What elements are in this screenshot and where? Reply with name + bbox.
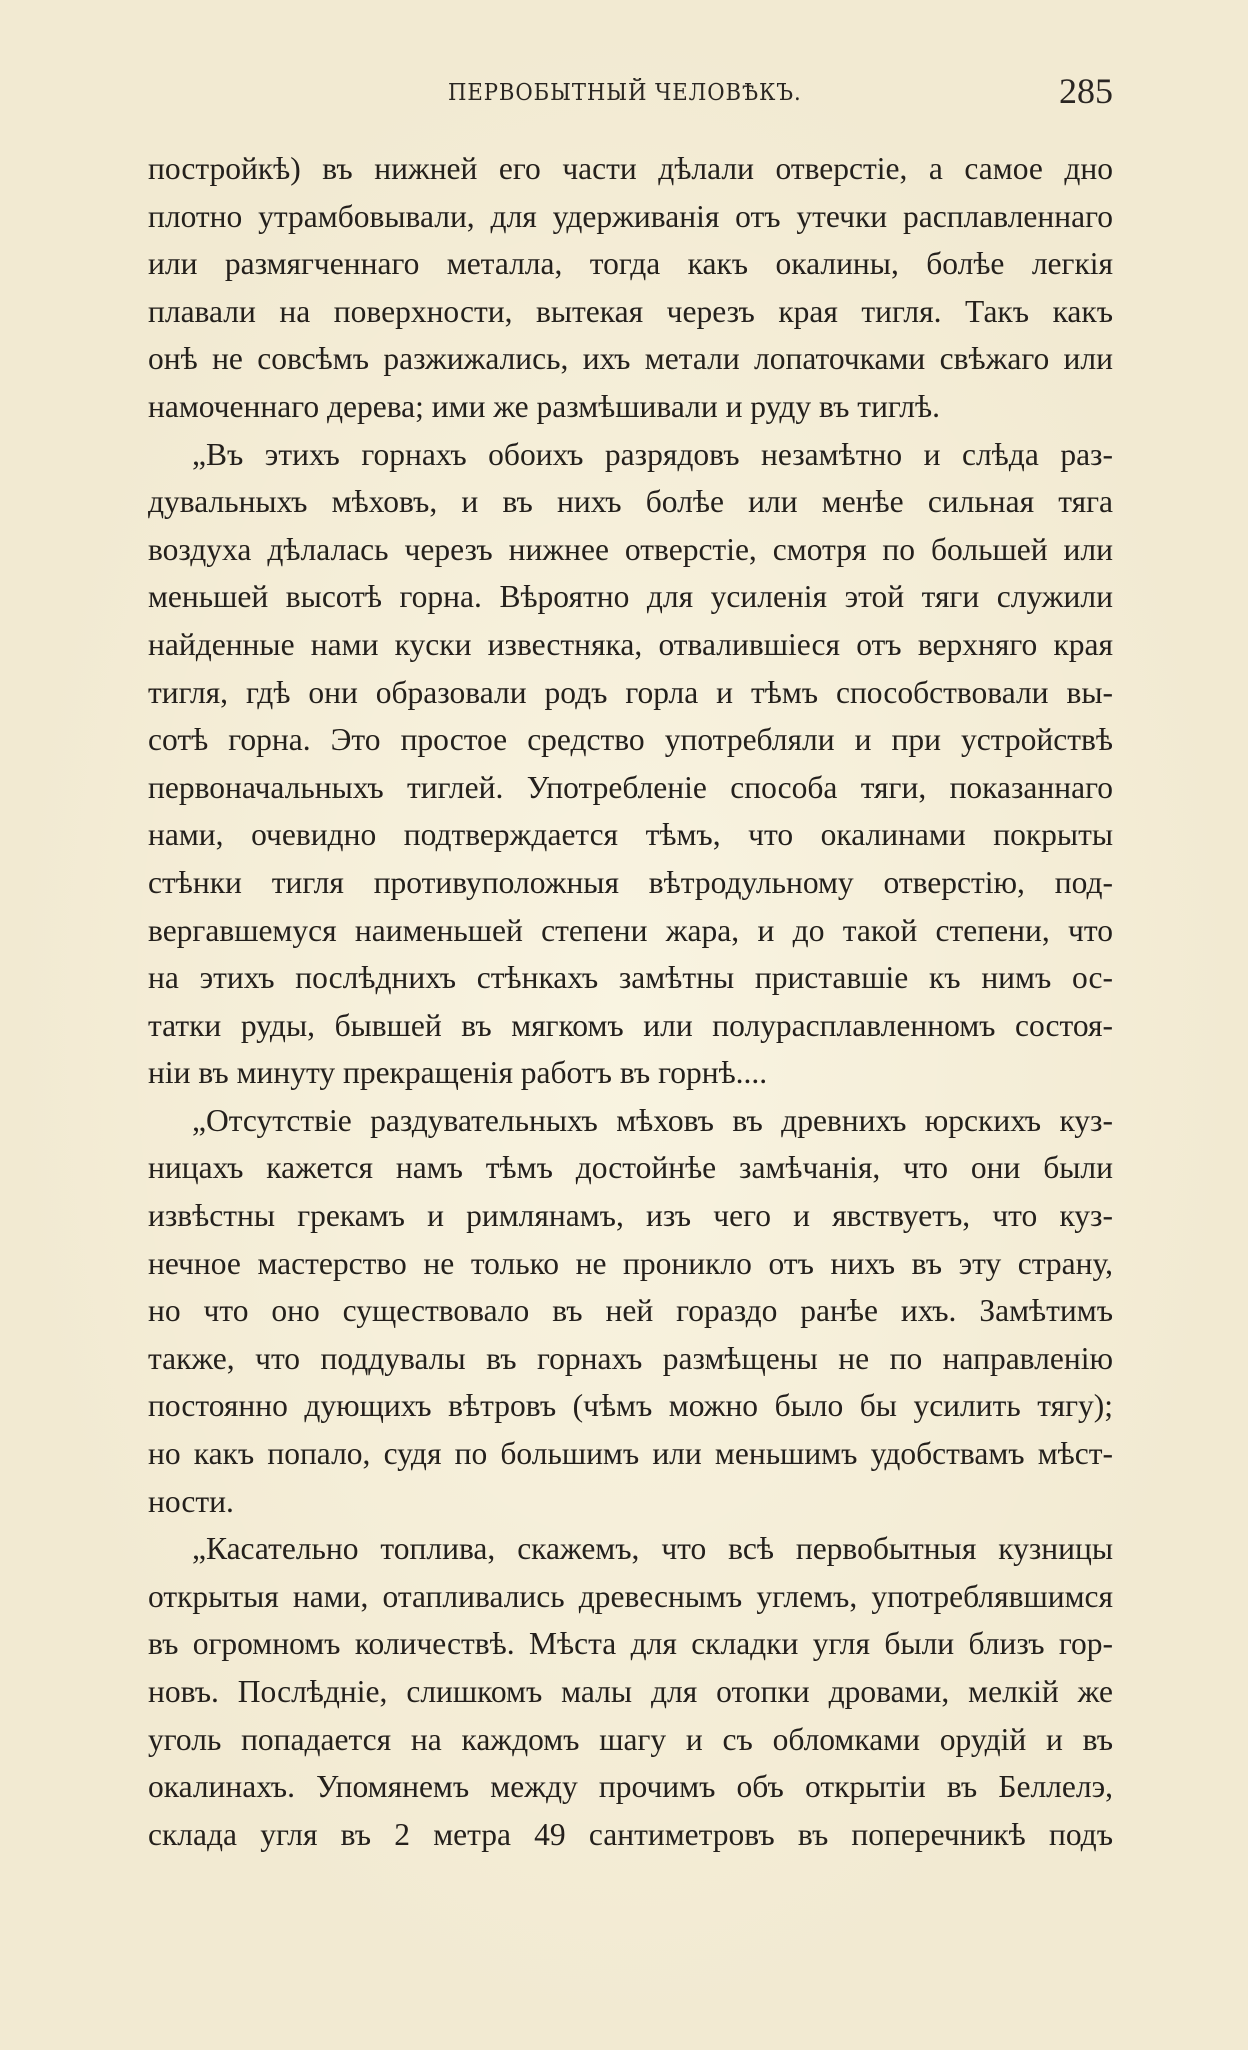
- text-line: „Въ этихъ горнахъ обоихъ разрядовъ незамѣтно и слѣда раз-: [192, 436, 1113, 472]
- text-line: дувальныхъ мѣховъ, и въ нихъ болѣе или менѣе сильная тяга: [148, 484, 1113, 520]
- text-line: ности.: [148, 1483, 234, 1519]
- text-line: плавали на поверхности, вытекая черезъ края тигля. Такъ какъ: [148, 293, 1113, 329]
- text-line: вергавшемуся наименьшей степени жара, и до такой степени, что: [148, 912, 1113, 948]
- text-line: меньшей высотѣ горна. Вѣроятно для усиленія этой тяги служили: [148, 579, 1113, 615]
- text-line: открытыя нами, отапливались древеснымъ углемъ, употреблявшимся: [148, 1578, 1113, 1614]
- text-line: сотѣ горна. Это простое средство употребляли и при устройствѣ: [148, 722, 1113, 758]
- text-line: нечное мастерство не только не проникло отъ нихъ въ эту страну,: [148, 1245, 1113, 1281]
- text-line: или размягченнаго металла, тогда какъ окалины, болѣе легкія: [148, 246, 1113, 282]
- text-line: въ огромномъ количествѣ. Мѣста для складки угля были близъ гор-: [148, 1626, 1113, 1662]
- text-line: ницахъ кажется намъ тѣмъ достойнѣе замѣчанія, что они были: [148, 1150, 1113, 1186]
- running-title: ПЕРВОБЫТНЫЙ ЧЕЛОВѢКЪ.: [448, 80, 802, 106]
- text-line: но что оно существовало въ ней гораздо ранѣе ихъ. Замѣтимъ: [148, 1293, 1113, 1329]
- text-line: ніи въ минуту прекращенія работъ въ горнѣ....: [148, 1055, 768, 1091]
- text-line: намоченнаго дерева; ими же размѣшивали и руду въ тиглѣ.: [148, 388, 940, 424]
- text-line: постройкѣ) въ нижней его части дѣлали отверстіе, а самое дно: [148, 151, 1113, 186]
- text-line: тигля, гдѣ они образовали родъ горла и тѣмъ способствовали вы-: [148, 674, 1113, 710]
- text-line: найденные нами куски известняка, отвалившіеся отъ верхняго края: [148, 626, 1113, 662]
- body-text: [148, 145, 1113, 1858]
- text-line: „Отсутствіе раздувательныхъ мѣховъ въ древнихъ юрскихъ куз-: [192, 1102, 1113, 1138]
- text-line: первоначальныхъ тиглей. Употребленіе способа тяги, показаннаго: [148, 769, 1113, 805]
- text-line: „Касательно топлива, скажемъ, что всѣ первобытныя кузницы: [192, 1531, 1113, 1567]
- text-line: стѣнки тигля противуположныя вѣтродульному отверстію, под-: [148, 864, 1113, 900]
- text-line: извѣстны грекамъ и римлянамъ, изъ чего и явствуетъ, что куз-: [148, 1198, 1113, 1234]
- text-line: нами, очевидно подтверждается тѣмъ, что окалинами покрыты: [148, 817, 1113, 853]
- text-line: плотно утрамбовывали, для удерживанія отъ утечки расплавленнаго: [148, 198, 1113, 234]
- page-number: 285: [1059, 71, 1113, 111]
- text-line: татки руды, бывшей въ мягкомъ или полурасплавленномъ состоя-: [148, 1007, 1113, 1043]
- text-line: также, что поддувалы въ горнахъ размѣщены не по направленію: [148, 1340, 1113, 1376]
- text-line: воздуха дѣлалась черезъ нижнее отверстіе, смотря по большей или: [148, 531, 1113, 567]
- text-line: новъ. Послѣдніе, слишкомъ малы для отопки дровами, мелкій же: [148, 1674, 1113, 1709]
- text-line: постоянно дующихъ вѣтровъ (чѣмъ можно было бы усилить тягу);: [148, 1388, 1113, 1424]
- text-line: на этихъ послѣднихъ стѣнкахъ замѣтны приставшіе къ нимъ ос-: [148, 960, 1113, 996]
- text-line: уголь попадается на каждомъ шагу и съ обломками орудій и въ: [148, 1721, 1113, 1757]
- text-line: но какъ попало, судя по большимъ или меньшимъ удобствамъ мѣст-: [148, 1436, 1113, 1472]
- text-line: окалинахъ. Упомянемъ между прочимъ объ открытіи въ Беллелэ,: [148, 1769, 1113, 1805]
- page-header: [148, 70, 1113, 120]
- text-line: склада угля въ 2 метра 49 сантиметровъ въ поперечникѣ подъ: [148, 1816, 1113, 1852]
- text-line: онѣ не совсѣмъ разжижались, ихъ метали лопаточками свѣжаго или: [148, 341, 1113, 377]
